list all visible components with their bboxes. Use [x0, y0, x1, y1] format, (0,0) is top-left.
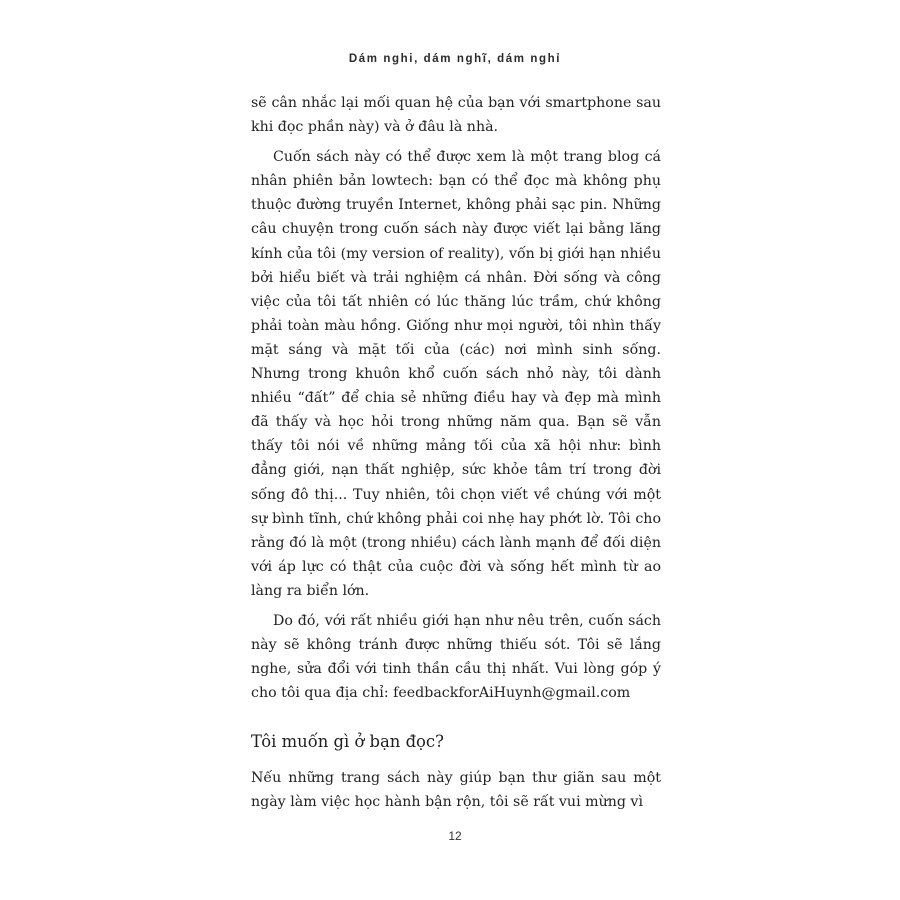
paragraph-continued: sẽ cân nhắc lại mối quan hệ của bạn với smartphone sau khi đọc phần này) và ở đâu là nhà. [251, 95, 661, 136]
body-text [251, 91, 661, 815]
paragraph-lowtech-blog: Cuốn sách này có thể được xem là một trang blog cá nhân phiên bản lowtech: bạn có thể đọc mà không phụ thuộc đường truyền Internet, không phải sạc pin. Những câu chuyện trong cuốn sách này được viết lại bằng lăng kính của tôi (my version of reality), vốn bị giới hạn nhiều bởi hiểu biết và trải nghiệm cá nhân. Đời sống và công việc của tôi tất nhiên có lúc thăng lúc trầm, chứ không phải toàn màu hồng. Giống như mọi người, tôi nhìn thấy mặt sáng và mặt tối của (các) nơi mình sinh sống. Nhưng trong khuôn khổ cuốn sách nhỏ này, tôi dành nhiều “đất” để chia sẻ những điều hay và đẹp mà mình đã thấy và học hỏi trong những năm qua. Bạn sẽ vẫn thấy tôi nói về những mảng tối của xã hội như: bình đẳng giới, nạn thất nghiệp, sức khỏe tâm trí trong đời sống đô thị... Tuy nhiên, tôi chọn viết về chúng với một sự bình tĩnh, chứ không phải coi nhẹ hay phớt lờ. Tôi cho rằng đó là một (trong nhiều) cách lành mạnh để đối diện với áp lực có thật của cuộc đời và sống hết mình từ ao làng ra biển lớn. [251, 149, 661, 599]
paragraph-reader-wish: Nếu những trang sách này giúp bạn thư giãn sau một ngày làm việc học hành bận rộn, tôi sẽ rất vui mừng vì [251, 770, 661, 811]
paragraph-feedback: Do đó, với rất nhiều giới hạn như nêu trên, cuốn sách này sẽ không tránh được những thiếu sót. Tôi sẽ lắng nghe, sửa đổi với tinh thần cầu thị nhất. Vui lòng góp ý cho tôi qua địa chỉ: feedbackforAiHuynh@gmail.com [251, 612, 661, 702]
section-heading: Tôi muốn gì ở bạn đọc? [251, 732, 444, 752]
page-number: 12 [448, 829, 462, 843]
running-header: Dám nghi, dám nghĩ, dám nghỉ [348, 53, 562, 65]
